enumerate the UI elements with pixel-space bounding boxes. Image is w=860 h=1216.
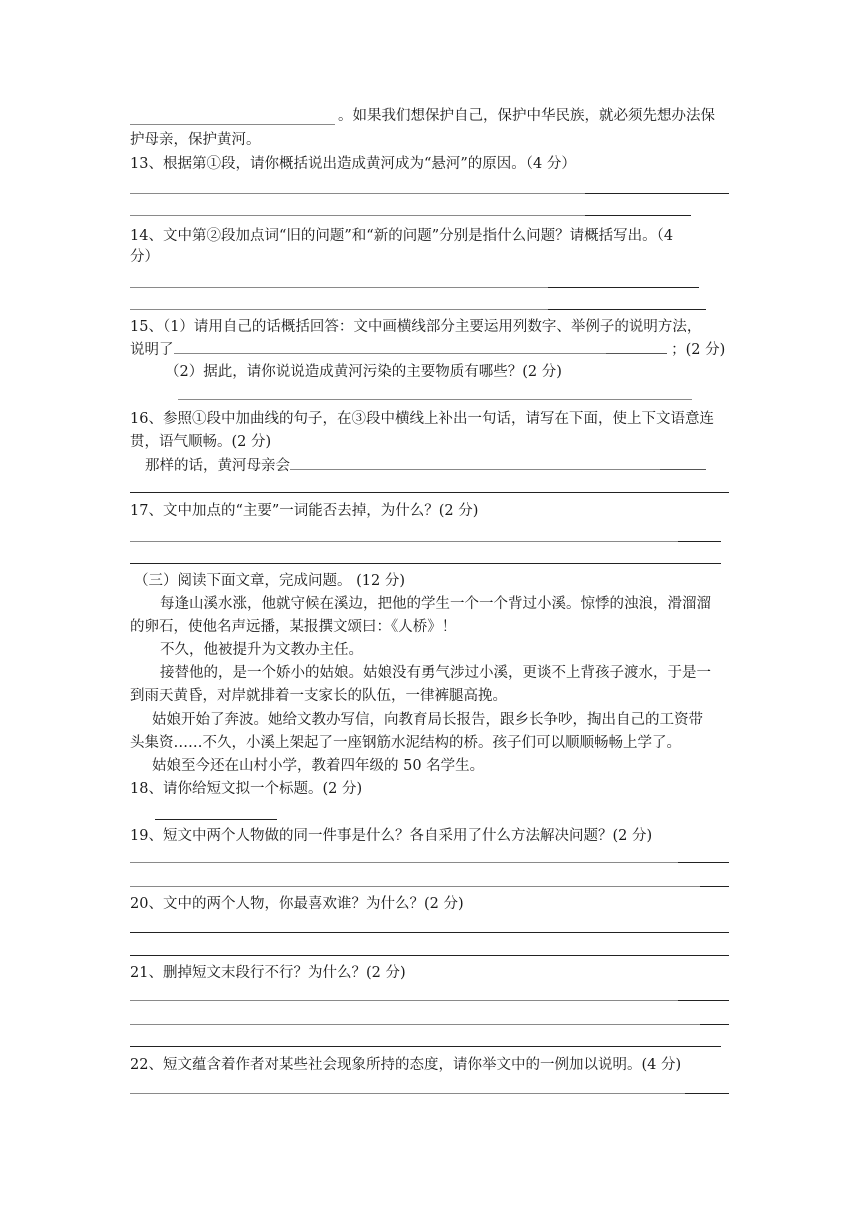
answer-line: [130, 541, 678, 542]
answer-blank: [290, 455, 660, 470]
answer-line: [130, 932, 729, 933]
passage-line: 的卵石，使他名声远播，某报撰文颂曰：《人桥》！: [130, 619, 457, 635]
answer-blank: [660, 455, 706, 470]
answer-line: [585, 215, 691, 216]
question-18: 18、请你给短文拟一个标题。(2 分): [130, 781, 363, 797]
answer-line: [130, 492, 729, 493]
answer-line: [548, 287, 699, 288]
question-15-part2: （2）据此，请你说说造成黄河污染的主要物质有哪些？(2 分): [165, 364, 562, 380]
answer-line: [130, 309, 548, 310]
question-15-part1-cont: [130, 339, 725, 360]
question-14: 14、文中第②段加点词“旧的问题”和“新的问题”分别是指什么问题？请概括写出。（4: [130, 228, 674, 244]
answer-blank: [174, 339, 606, 354]
answer-line: [130, 955, 729, 956]
question-22: 22、短文蕴含着作者对某些社会现象所持的态度，请你举文中的一例加以说明。(4 分): [130, 1057, 682, 1073]
answer-line: [130, 862, 678, 863]
passage-line: 接替他的，是一个娇小的姑娘。姑娘没有勇气涉过小溪，更谈不上背孩子渡水，于是一: [160, 665, 711, 681]
paragraph-line: 护母亲，保护黄河。: [130, 132, 261, 148]
question-16: 16、参照①段中加曲线的句子，在③段中横线上补出一句话，请写在下面，使上下文语意连: [130, 411, 714, 427]
answer-line: [130, 1024, 700, 1025]
passage-line: 到雨天黄昏，对岸就排着一支家长的队伍，一律裤腿高挽。: [130, 688, 507, 704]
question-15-suffix: ；(2 分): [671, 342, 726, 358]
answer-line: [685, 1093, 729, 1094]
passage-line: 不久，他被提升为文教办主任。: [160, 642, 363, 658]
answer-blank: [606, 339, 667, 354]
question-13: 13、根据第①段，请你概括说出造成黄河成为“悬河”的原因。（4 分）: [130, 156, 576, 172]
passage-line: 头集资……不久，小溪上架起了一座钢筋水泥结构的桥。孩子们可以顺顺畅畅上学了。: [130, 735, 681, 751]
answer-line: [548, 309, 706, 310]
section-title: （三）阅读下面文章，完成问题。 (12 分): [134, 573, 405, 589]
question-16-prompt: 那样的话，黄河母亲会: [145, 455, 706, 476]
question-15-prefix: 说明了: [130, 342, 174, 358]
question-20: 20、文中的两个人物，你最喜欢谁？为什么？(2 分): [130, 896, 464, 912]
answer-line: [678, 862, 729, 863]
answer-line: [130, 193, 585, 194]
question-16-cont: 贯，语气顺畅。(2 分): [130, 434, 272, 450]
passage-line: 姑娘开始了奔波。她给文教办写信，向教育局长报告，跟乡长争吵，掏出自己的工资带: [152, 712, 703, 728]
answer-line: [130, 215, 585, 216]
answer-line: [585, 193, 729, 194]
paragraph-line: 。如果我们想保护自己，保护中华民族，就必须先想办法保: [338, 108, 715, 124]
answer-line: [155, 819, 277, 820]
question-19: 19、短文中两个人物做的同一件事是什么？各自采用了什么方法解决问题？(2 分): [130, 828, 653, 844]
answer-line: [130, 563, 721, 564]
question-17: 17、文中加点的“主要”一词能否去掉，为什么？(2 分): [130, 503, 479, 519]
question-21: 21、删掉短文末段行不行？为什么？(2 分): [130, 965, 406, 981]
answer-line: [700, 886, 729, 887]
answer-line: [678, 1000, 729, 1001]
question-14-cont: 分）: [130, 249, 159, 265]
answer-line: [130, 124, 335, 125]
answer-line: [130, 1000, 678, 1001]
answer-line: [130, 886, 700, 887]
passage-line: 每逢山溪水涨，他就守候在溪边，把他的学生一个一个背过小溪。惊悸的浊浪，滑溜溜: [160, 596, 711, 612]
question-15-part1: 15、（1）请用自己的话概括回答：文中画横线部分主要运用列数字、举例子的说明方法，: [130, 319, 702, 335]
answer-line: [678, 541, 721, 542]
answer-line: [130, 1046, 721, 1047]
answer-line: [130, 1093, 685, 1094]
answer-line: [178, 399, 692, 400]
passage-line: 姑娘至今还在山村小学，教着四年级的 50 名学生。: [152, 758, 485, 774]
answer-line: [700, 1024, 729, 1025]
answer-line: [130, 287, 548, 288]
